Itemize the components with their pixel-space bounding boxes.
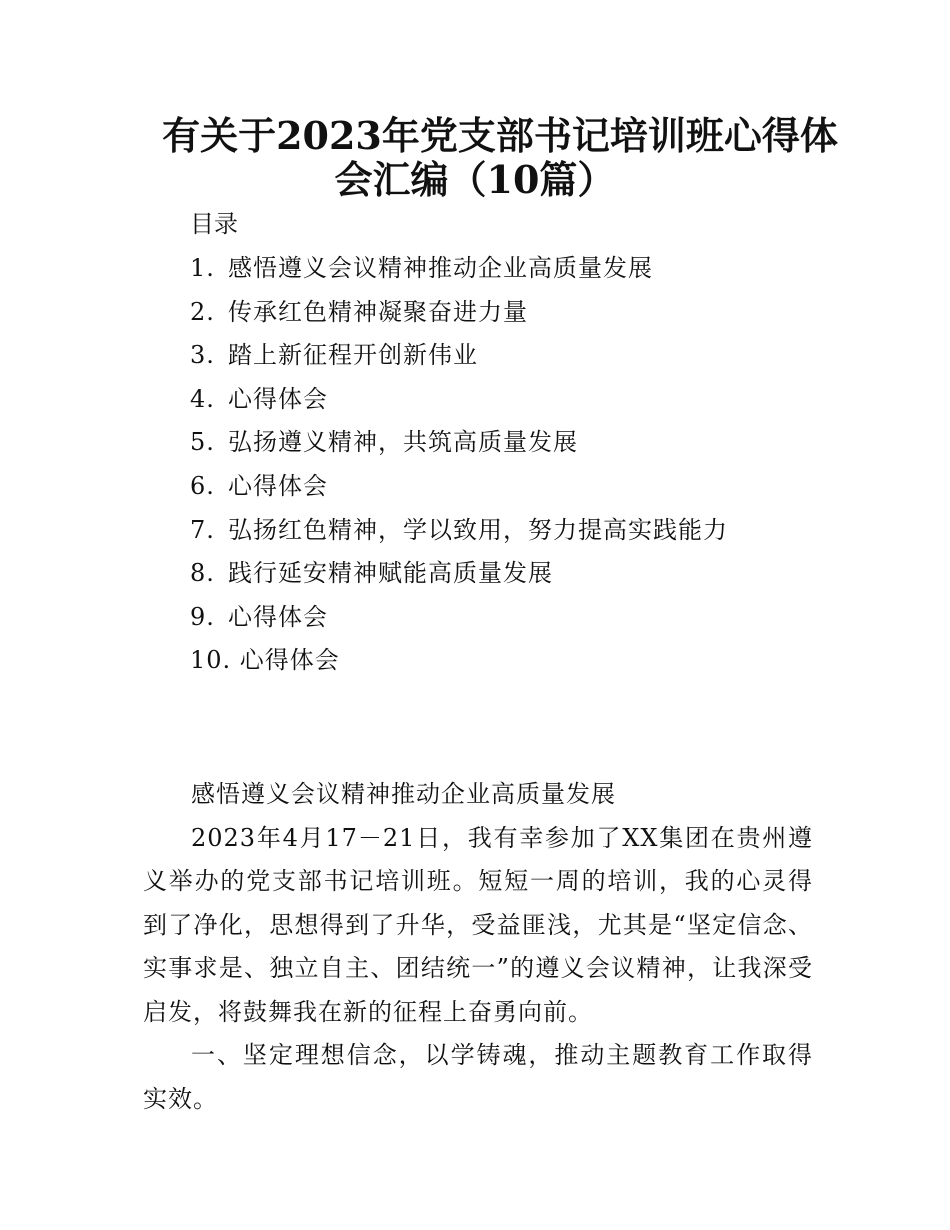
toc-item xyxy=(190,470,728,514)
toc-item xyxy=(190,557,728,601)
toc-item xyxy=(190,339,728,383)
toc-item-text: 心得体会 xyxy=(228,384,328,413)
toc-item-text: 踏上新征程开创新伟业 xyxy=(228,341,478,370)
toc-item-number: 8. xyxy=(190,559,215,588)
document-body xyxy=(143,773,813,1121)
toc-item-text: 弘扬红色精神，学以致用，努力提高实践能力 xyxy=(228,515,728,544)
toc-item-text: 传承红色精神凝聚奋进力量 xyxy=(228,297,528,326)
toc-item-number: 5. xyxy=(190,428,215,457)
toc-item xyxy=(190,426,728,470)
toc-item-number: 2. xyxy=(190,297,215,326)
toc-item-text: 践行延安精神赋能高质量发展 xyxy=(228,559,553,588)
toc-item-number: 3. xyxy=(190,341,215,370)
document-title-line-1: 有关于2023年党支部书记培训班心得体 xyxy=(162,113,838,158)
toc-item-text: 弘扬遵义精神，共筑高质量发展 xyxy=(228,428,578,457)
toc-item xyxy=(190,252,728,296)
toc-item-number: 1. xyxy=(190,254,215,282)
toc-item-number: 6. xyxy=(190,471,215,500)
toc-item xyxy=(190,644,728,688)
toc-item-number: 4. xyxy=(190,384,215,413)
toc-item-text: 心得体会 xyxy=(231,646,340,675)
table-of-contents xyxy=(190,252,728,688)
toc-item-number: 7. xyxy=(190,515,215,544)
toc-item xyxy=(190,296,728,340)
toc-item xyxy=(190,383,728,427)
toc-item-text: 感悟遵义会议精神推动企业高质量发展 xyxy=(228,254,653,282)
body-paragraph: 一、坚定理想信念，以学铸魂，推动主题教育工作取得实效。 xyxy=(143,1041,813,1113)
toc-item-number: 10. xyxy=(190,646,232,675)
body-paragraph: 2023年4月17－21日，我有幸参加了XX集团在贵州遵义举办的党支部书记培训班。短短一周的培训，我的心灵得到了净化，思想得到了升华，受益匪浅，尤其是“坚定信念、实事求是、独立自主、团结统一”的遵义会议精神，让我深受启发，将鼓舞我在新的征程上奋勇向前。 xyxy=(143,823,813,1026)
toc-item-text: 心得体会 xyxy=(228,602,328,631)
toc-heading: 目录 xyxy=(190,210,238,238)
document-title-line-2: 会汇编（10篇） xyxy=(334,157,616,202)
toc-item xyxy=(190,514,728,558)
toc-item-text: 心得体会 xyxy=(228,471,328,500)
section-title: 感悟遵义会议精神推动企业高质量发展 xyxy=(191,780,616,808)
toc-item-number: 9. xyxy=(190,602,215,631)
toc-item xyxy=(190,601,728,645)
